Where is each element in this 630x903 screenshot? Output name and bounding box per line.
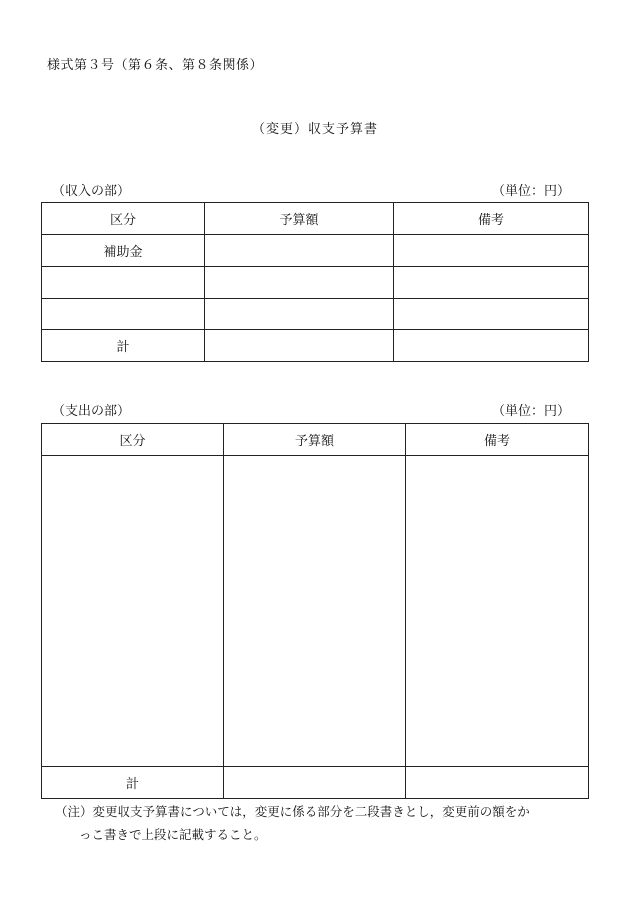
expense-cell-category xyxy=(42,456,224,767)
income-total-label: 計 xyxy=(42,330,205,362)
income-total-budget xyxy=(205,330,394,362)
expense-total-row xyxy=(42,767,589,799)
income-cell-category: 補助金 xyxy=(42,235,205,267)
expense-header-budget: 予算額 xyxy=(224,424,406,456)
footnote-line-1: （注）変更収支予算書については，変更に係る部分を二段書きとし，変更前の額をか xyxy=(55,804,530,819)
income-cell-remarks xyxy=(394,235,589,267)
income-cell-budget xyxy=(205,267,394,299)
expense-section-label: （支出の部） xyxy=(52,404,131,419)
income-cell-category xyxy=(42,267,205,299)
footnote xyxy=(55,800,595,846)
income-cell-remarks xyxy=(394,299,589,330)
expense-cell-remarks xyxy=(406,456,589,767)
expense-total-label: 計 xyxy=(42,767,224,799)
expense-header-remarks: 備考 xyxy=(406,424,589,456)
expense-header-category: 区分 xyxy=(42,424,224,456)
table-row xyxy=(42,267,589,299)
income-cell-remarks xyxy=(394,267,589,299)
income-table xyxy=(41,202,589,362)
income-header-category: 区分 xyxy=(42,203,205,235)
expense-body-row xyxy=(42,456,589,767)
table-row xyxy=(42,235,589,267)
income-total-row xyxy=(42,330,589,362)
footnote-line-2: っこ書きで上段に記載すること。 xyxy=(79,827,267,842)
income-header-budget: 予算額 xyxy=(205,203,394,235)
expense-table xyxy=(41,423,589,799)
income-unit-label: （単位：円） xyxy=(491,184,570,199)
income-header-remarks: 備考 xyxy=(394,203,589,235)
expense-cell-budget xyxy=(224,456,406,767)
expense-header-row xyxy=(42,424,589,456)
expense-total-remarks xyxy=(406,767,589,799)
income-total-remarks xyxy=(394,330,589,362)
income-cell-budget xyxy=(205,299,394,330)
document-title: （変更）収支予算書 xyxy=(251,122,378,137)
income-section-label: （収入の部） xyxy=(52,184,131,199)
income-cell-budget xyxy=(205,235,394,267)
expense-total-budget xyxy=(224,767,406,799)
table-row xyxy=(42,299,589,330)
form-number: 様式第３号（第６条、第８条関係） xyxy=(47,58,264,73)
expense-unit-label: （単位：円） xyxy=(491,404,570,419)
income-cell-category xyxy=(42,299,205,330)
income-header-row xyxy=(42,203,589,235)
